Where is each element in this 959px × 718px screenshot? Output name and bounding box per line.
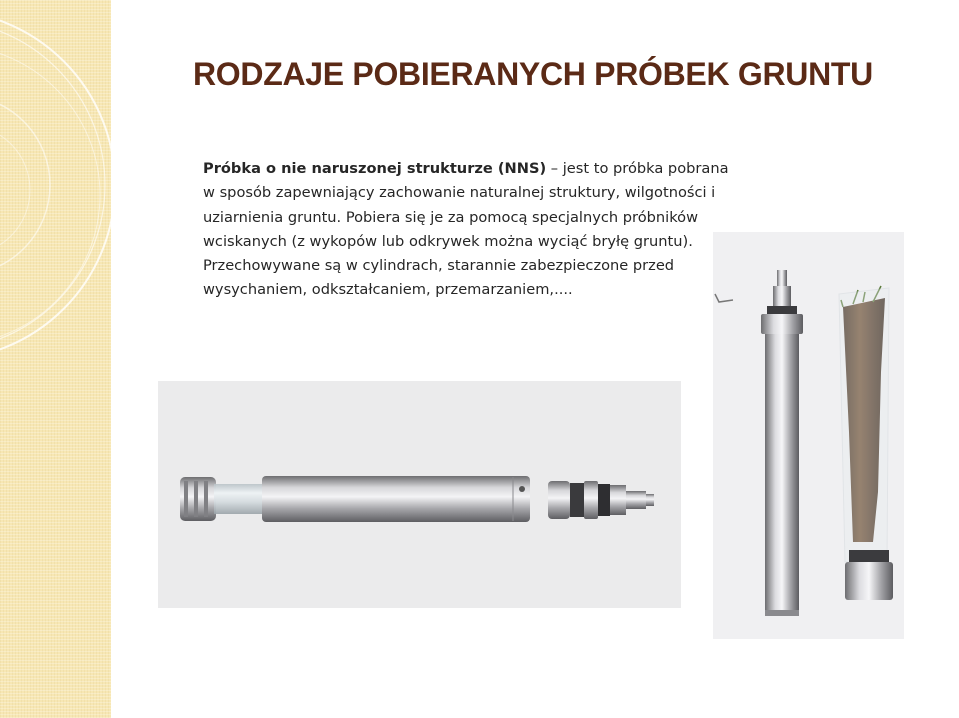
paragraph-lead: Próbka o nie naruszonej strukturze (NNS) — [203, 160, 547, 177]
sampler-vertical-illustration — [713, 232, 904, 639]
sampler-photo-vertical — [713, 232, 904, 639]
slide-title: RODZAJE POBIERANYCH PRÓBEK GRUNTU — [193, 56, 873, 92]
decorative-arcs — [0, 0, 150, 718]
paragraph-text: – jest to próbka pobrana w sposób zapewniający zachowanie naturalnej struktury, wilgotności i uziarnienia gruntu. Pobiera się je za pomocą specjalnych próbników wciskanych (z wykopów lub odkrywek można wyciąć bryłę gruntu). Przechowywane są w cylindrach, starannie zabezpieczone przed wysychaniem, odkształcaniem, przemarzaniem,.... — [203, 160, 729, 299]
slide-paragraph — [203, 157, 743, 303]
sampler-horizontal-illustration — [158, 381, 681, 608]
sampler-photo-horizontal — [158, 381, 681, 608]
